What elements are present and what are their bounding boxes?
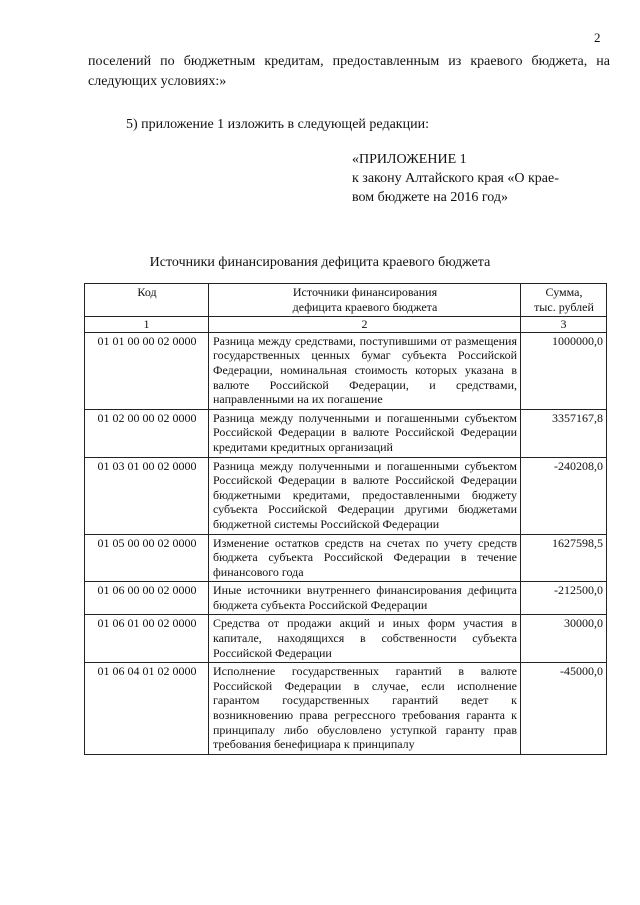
table-row: [85, 332, 607, 409]
table-header-row: [85, 284, 607, 317]
row-code: 01 06 01 00 02 0000: [85, 615, 209, 663]
row-amount: 1627598,5: [521, 534, 607, 582]
appendix-line-3: вом бюджете на 2016 год»: [352, 190, 508, 205]
appendix-heading: [352, 150, 602, 207]
row-name: Иные источники внутреннего финансирования дефицита бюджета субъекта Российской Федерации: [209, 582, 521, 615]
header-name-line-2: дефицита краевого бюджета: [292, 299, 438, 314]
financing-sources-table: [84, 283, 607, 755]
row-name: Средства от продажи акций и иных форм участия в капитале, находящихся в собственности субъекта Российской Федерации: [209, 615, 521, 663]
table-row: [85, 457, 607, 534]
header-amount: [521, 284, 607, 317]
intro-paragraph: поселений по бюджетным кредитам, предоставленным из краевого бюджета, на следующих условиях:»: [88, 54, 610, 89]
table-row: [85, 409, 607, 457]
row-name: Изменение остатков средств на счетах по учету средств бюджета субъекта Российской Федерации в течение финансового года: [209, 534, 521, 582]
row-name: Разница между полученными и погашенными субъектом Российской Федерации в валюте Российской Федерации кредитами кредитных организаций: [209, 409, 521, 457]
row-code: 01 01 00 00 02 0000: [85, 332, 209, 409]
item-5-paragraph: 5) приложение 1 изложить в следующей редакции:: [126, 117, 429, 132]
table-row: [85, 534, 607, 582]
row-name: Разница между средствами, поступившими от размещения государственных ценных бумаг субъекта Российской Федерации, номинальная стоимость которых указана в валюте Российской Федерации, и средствами, направленными на их погашение: [209, 332, 521, 409]
row-code: 01 05 00 00 02 0000: [85, 534, 209, 582]
column-number: 2: [209, 317, 521, 333]
header-code: Код: [85, 284, 209, 317]
appendix-line-1: «ПРИЛОЖЕНИЕ 1: [352, 152, 467, 167]
row-amount: -212500,0: [521, 582, 607, 615]
row-amount: -45000,0: [521, 663, 607, 755]
column-number-row: [85, 317, 607, 333]
row-code: 01 03 01 00 02 0000: [85, 457, 209, 534]
row-code: 01 06 00 00 02 0000: [85, 582, 209, 615]
table-title: Источники финансирования дефицита краевого бюджета: [149, 255, 491, 270]
row-code: 01 06 04 01 02 0000: [85, 663, 209, 755]
header-name-line-1: Источники финансирования: [292, 285, 438, 299]
row-code: 01 02 00 00 02 0000: [85, 409, 209, 457]
table-row: [85, 615, 607, 663]
table-row: [85, 582, 607, 615]
row-amount: -240208,0: [521, 457, 607, 534]
header-amount-line-2: тыс. рублей: [534, 299, 594, 314]
column-number: 1: [85, 317, 209, 333]
appendix-line-2: к закону Алтайского края «О крае-: [352, 171, 559, 186]
table-row: [85, 663, 607, 755]
row-amount: 1000000,0: [521, 332, 607, 409]
header-name: [209, 284, 521, 317]
column-number: 3: [521, 317, 607, 333]
row-name: Исполнение государственных гарантий в валюте Российской Федерации в случае, если исполнение гарантом государственных гарантий ведет к возникновению права регрессного требования гаранта к принципалу либо обусловлено уступкой гаранту прав требования бенефициара к принципалу: [209, 663, 521, 755]
header-amount-line-1: Сумма,: [545, 285, 583, 299]
row-name: Разница между полученными и погашенными субъектом Российской Федерации в валюте Российской Федерации бюджетными кредитами, предоставленными бюджету субъекта Российской Федерации другими бюджетами бюджетной системы Российской Федерации: [209, 457, 521, 534]
row-amount: 3357167,8: [521, 409, 607, 457]
page-number: 2: [594, 30, 601, 45]
row-amount: 30000,0: [521, 615, 607, 663]
